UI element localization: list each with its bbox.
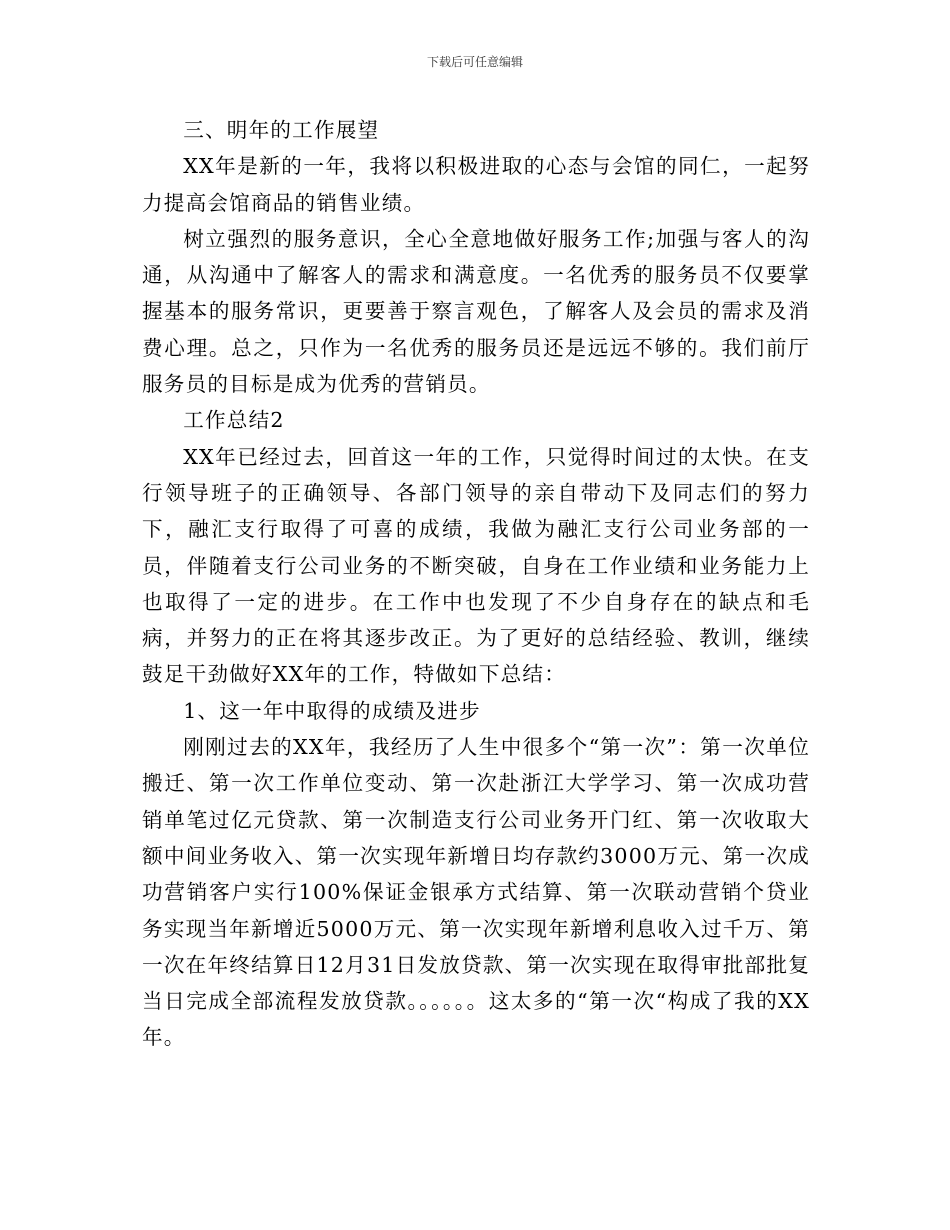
- paragraph-achievements: 刚刚过去的XX年，我经历了人生中很多个“第一次”：第一次单位搬迁、第一次工作单位变动、第一次赴浙江大学学习、第一次成功营销单笔过亿元贷款、第一次制造支行公司业务开门红、第一次收取大额中间业务收入、第一次实现年新增日均存款约3000万元、第一次成功营销客户实行100%保证金银承方式结算、第一次联动营销个贷业务实现当年新增近5000万元、第一次实现年新增利息收入过千万、第一次在年终结算日12月31日发放贷款、第一次实现在取得审批部批复当日完成全部流程发放贷款。。。。。。这太多的“第一次“构成了我的XX年。: [142, 735, 810, 1050]
- summary-title: 工作总结2: [183, 408, 285, 433]
- page-header: 下载后可任意编辑: [426, 55, 523, 69]
- paragraph-outlook-1: XX年是新的一年，我将以积极进取的心态与会馆的同仁，一起努力提高会馆商品的销售业绩。: [142, 154, 810, 215]
- paragraph-outlook-2: 树立强烈的服务意识，全心全意地做好服务工作;加强与客人的沟通，从沟通中了解客人的需求和满意度。一名优秀的服务员不仅要掌握基本的服务常识，更要善于察言观色，了解客人及会员的需求及消费心理。总之，只作为一名优秀的服务员还是远远不够的。我们前厅服务员的目标是成为优秀的营销员。: [142, 226, 810, 397]
- paragraph-summary-intro: XX年已经过去，回首这一年的工作，只觉得时间过的太快。在支行领导班子的正确领导、各部门领导的亲自带动下及同志们的努力下，融汇支行取得了可喜的成绩，我做为融汇支行公司业务部的一员，伴随着支行公司业务的不断突破，自身在工作业绩和业务能力上也取得了一定的进步。在工作中也发现了不少自身存在的缺点和毛病，并努力的正在将其逐步改正。为了更好的总结经验、教训，继续鼓足干劲做好XX年的工作，特做如下总结：: [142, 444, 810, 687]
- document-body: [142, 112, 810, 1056]
- section-title: 三、明年的工作展望: [183, 118, 380, 142]
- subsection-title: 1、这一年中取得的成绩及进步: [183, 698, 481, 723]
